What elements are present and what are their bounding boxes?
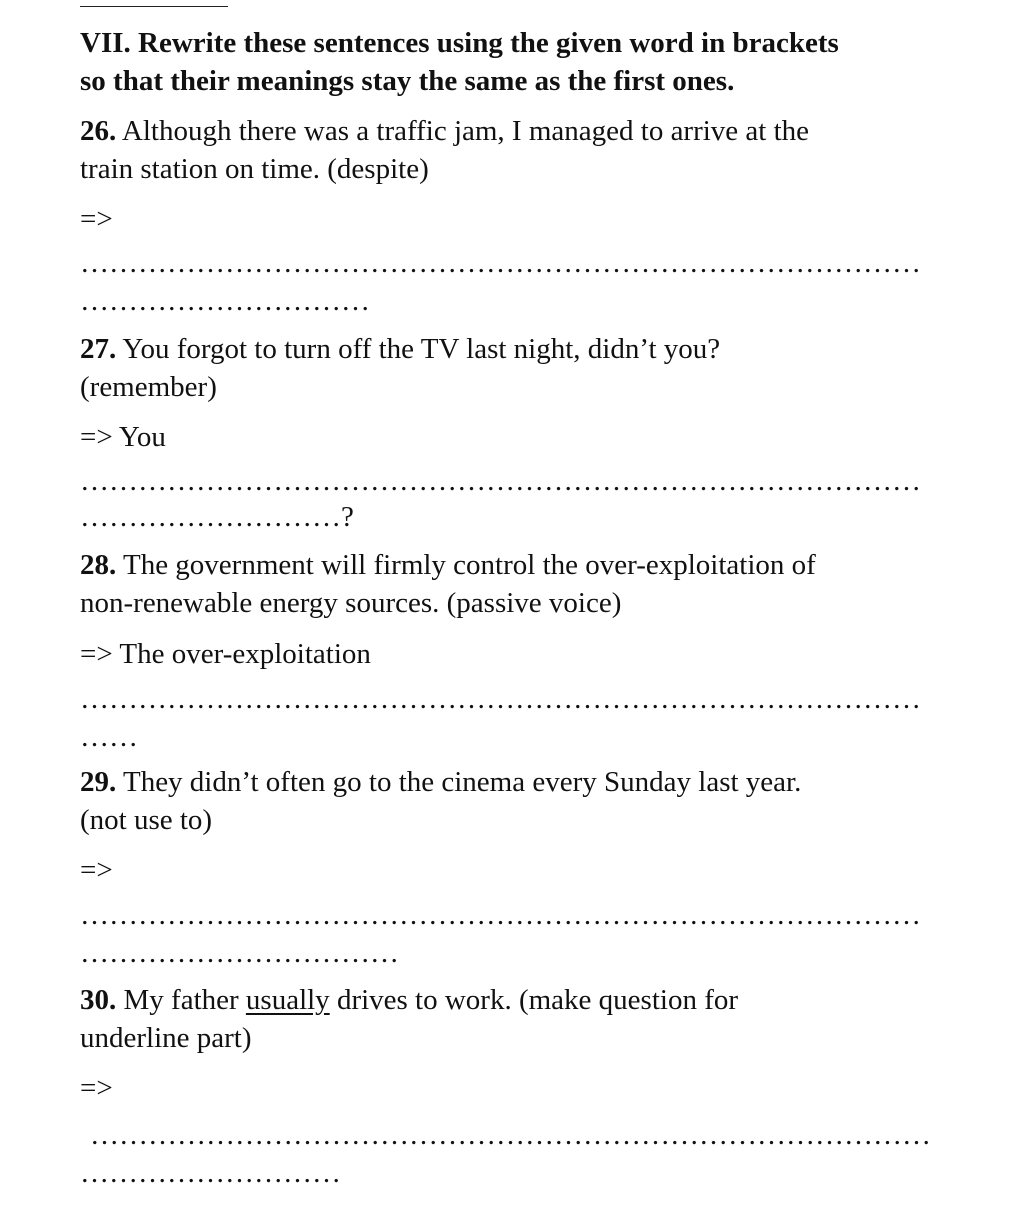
question-28-number: 28. xyxy=(80,549,117,581)
question-30-line-1 xyxy=(80,981,738,1019)
question-27-line-1 xyxy=(80,330,720,368)
question-28-answer-dots-2[interactable]: …… xyxy=(80,721,138,753)
question-29-line-1 xyxy=(80,763,801,801)
question-30-answer-dots-1[interactable]: …………………………………………………………………………… xyxy=(90,1119,931,1151)
question-30-answer-prefix: => xyxy=(80,1072,113,1104)
question-29-answer-dots-2[interactable]: …………………………… xyxy=(80,937,399,969)
question-29-text-1: They didn’t often go to the cinema every Sunday last year. xyxy=(116,766,802,798)
question-29-answer-prefix: => xyxy=(80,854,113,886)
question-30-underlined-word: usually xyxy=(245,984,330,1016)
question-30-line-2: underline part) xyxy=(80,1022,252,1054)
question-29-number: 29. xyxy=(80,766,117,798)
question-28-answer-prefix: => The over-exploitation xyxy=(80,638,371,670)
section-heading-line-2: so that their meanings stay the same as the first ones. xyxy=(80,65,735,97)
question-28-line-2: non-renewable energy sources. (passive voice) xyxy=(80,587,622,619)
section-heading-line-1: VII. Rewrite these sentences using the given word in brackets xyxy=(80,27,839,59)
question-26-answer-prefix: => xyxy=(80,203,113,235)
top-rule xyxy=(80,6,228,7)
question-26-answer-dots-1[interactable]: …………………………………………………………………………… xyxy=(80,247,921,279)
question-28-answer-dots-1[interactable]: …………………………………………………………………………… xyxy=(80,683,921,715)
question-26-text-1: Although there was a traffic jam, I managed to arrive at the xyxy=(116,115,810,147)
question-27-answer-prefix: => You xyxy=(80,421,166,453)
question-26-line-2: train station on time. (despite) xyxy=(80,153,429,185)
question-28-line-1 xyxy=(80,546,816,584)
question-26-answer-dots-2[interactable]: ………………………… xyxy=(80,285,370,317)
question-28-text-1: The government will firmly control the over-exploitation of xyxy=(116,549,816,581)
question-29-answer-dots-1[interactable]: …………………………………………………………………………… xyxy=(80,899,921,931)
section-heading xyxy=(80,24,960,100)
question-27-answer-dots-1[interactable]: …………………………………………………………………………… xyxy=(80,465,921,497)
question-30-text-after: drives to work. (make question for xyxy=(329,984,739,1016)
question-26-line-1 xyxy=(80,112,809,150)
question-29-line-2: (not use to) xyxy=(80,804,213,836)
question-27-line-2: (remember) xyxy=(80,371,217,403)
question-30-number: 30. xyxy=(80,984,117,1016)
question-26-number: 26. xyxy=(80,115,117,147)
question-27-number: 27. xyxy=(80,333,117,365)
question-30-answer-dots-2[interactable]: ……………………… xyxy=(80,1157,341,1189)
question-30-text-before: My father xyxy=(116,984,246,1016)
question-27-answer-dots-2[interactable]: ………………………? xyxy=(80,501,354,533)
question-27-text-1: You forgot to turn off the TV last night, didn’t you? xyxy=(116,333,721,365)
